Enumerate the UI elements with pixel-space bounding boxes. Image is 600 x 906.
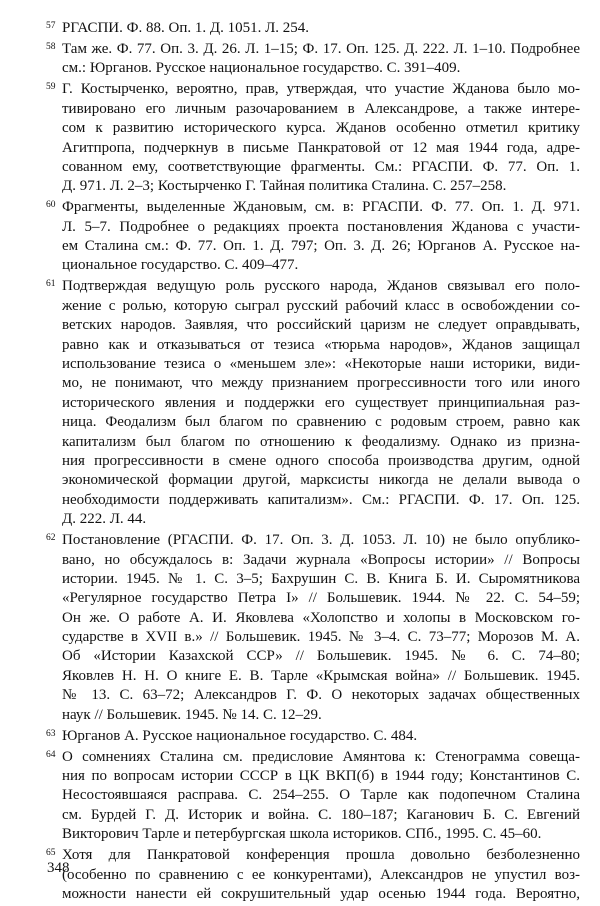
footnote-line: тивировано его личным разочарованием в Александрове, а также интере-: [62, 100, 580, 117]
footnote-line: Там же. Ф. 77. Оп. 3. Д. 26. Л. 1–15; Ф. 17. Оп. 125. Д. 222. Л. 1–10. Подробнее: [62, 40, 580, 57]
footnote-line: циональное государство. С. 409–477.: [62, 257, 299, 274]
footnote-line: исторического явления и поддержки его существует принципиальная раз-: [62, 394, 580, 411]
footnote-number: 59: [46, 82, 56, 93]
footnote-line: использование тезиса о «меньшем зле»: «Некоторые наши историки, види-: [62, 356, 580, 373]
footnote-line: Юрганов А. Русское национальное государство. С. 484.: [62, 727, 418, 744]
footnote: [46, 531, 580, 725]
footnote-line: Постановление (РГАСПИ. Ф. 17. Оп. 3. Д. 1053. Л. 10) не было опублико-: [62, 532, 580, 549]
footnote-line: Д. 222. Л. 44.: [62, 511, 147, 528]
footnote-line: «Регулярное государство Петра I» // Большевик. 1944. № 22. С. 54–59;: [62, 590, 580, 607]
footnote-line: наук // Большевик. 1945. № 14. С. 12–29.: [62, 706, 322, 723]
footnote: [46, 277, 580, 529]
footnote: [46, 80, 580, 196]
footnote-number: 61: [46, 279, 56, 290]
footnote-number: 62: [46, 533, 56, 544]
footnote-line: Г. Костырченко, вероятно, прав, утверждая, что участие Жданова было мо-: [62, 81, 580, 98]
footnote: [46, 198, 580, 276]
footnote-number: 60: [46, 200, 56, 211]
footnote-line: равно как и отказываться от тезиса «тюрьма народов», Жданов защищал: [62, 336, 580, 353]
footnote-line: жение с ролью, которую сыграл русский рабочий класс в освобождении со-: [62, 297, 580, 314]
footnote: [46, 748, 580, 845]
footnote-line: экономической формации другой, марксисты никогда не делали вывода о: [62, 472, 580, 489]
footnote-line: мо, не понимают, что между признанием прогрессивности того или иного: [62, 375, 580, 392]
footnote-line: Л. 5–7. Подробнее о редакциях проекта постановления Жданова с участи-: [62, 218, 580, 235]
footnote-line: РГАСПИ. Ф. 88. Оп. 1. Д. 1051. Л. 254.: [62, 20, 310, 36]
footnote-line: ница. Феодализм был благом по сравнению с родовым строем, равно как: [62, 414, 580, 431]
footnote-line: истории. 1945. № 1. С. 3–5; Бахрушин С. В. Книга Б. И. Сыромятникова: [62, 570, 580, 587]
footnote-line: О сомнениях Сталина см. предисловие Амянтова к: Стенограмма совеща-: [62, 748, 580, 765]
footnote: [46, 727, 580, 746]
footnote-line: Хотя для Панкратовой конференция прошла довольно безболезненно: [62, 847, 580, 864]
footnote-number: 65: [46, 848, 56, 859]
footnote-number: 64: [46, 749, 56, 760]
footnote-line: вано, но обсуждалось в: Задачи журнала «Вопросы истории» // Вопросы: [62, 551, 580, 568]
footnote-line: сом к развитию исторического курса. Жданов особенно отметил критику: [62, 120, 580, 137]
footnote-number: 58: [46, 41, 56, 52]
footnote-line: Об «Истории Казахской ССР» // Большевик. 1945. № 6. С. 74–80;: [62, 648, 580, 665]
footnote-line: Д. 971. Л. 2–3; Костырченко Г. Тайная политика Сталина. С. 257–258.: [62, 178, 507, 195]
footnote-line: Несостоявшаяся расправа. С. 254–255. О Тарле как подопечном Сталина: [62, 787, 580, 804]
footnote-line: ем Сталина см.: Ф. 77. Оп. 1. Д. 797; Оп. 3. Д. 26; Юрганов А. Русское на-: [62, 238, 580, 255]
footnote-line: Викторович Тарле и петербургская школа историков. СПб., 1995. С. 45–60.: [62, 826, 542, 843]
footnote-line: см. Бурдей Г. Д. Историк и война. С. 180–187; Каганович Б. С. Евгений: [62, 806, 580, 823]
footnotes: [46, 19, 580, 906]
footnote-line: Он же. О работе А. И. Яковлева «Холопство и холопы в Московском го-: [62, 609, 580, 626]
footnote: [46, 40, 580, 79]
footnote: [46, 846, 580, 904]
footnote-line: капитализм был благом по отношению к феодализму. Однако из призна-: [62, 433, 580, 450]
footnote-line: необходимости поддерживать капитализм». См.: РГАСПИ. Ф. 17. Оп. 125.: [62, 491, 580, 508]
footnote-line: ния по вопросам истории СССР в ЦК ВКП(б) в 1944 году; Константинов С.: [62, 768, 580, 784]
footnote-line: Фрагменты, выделенные Ждановым, см. в: РГАСПИ. Ф. 77. Оп. 1. Д. 971.: [62, 199, 580, 216]
footnote-line: см.: Юрганов. Русское национальное государство. С. 391–409.: [62, 60, 461, 77]
footnote-line: Подтверждая ведущую роль русского народа, Жданов связывал его поло-: [62, 278, 580, 295]
footnote: [46, 19, 580, 38]
footnote-line: ния прогрессивности в смене одного способа производства другим, одной: [62, 452, 580, 469]
footnote-line: (особенно по сравнению с ее конкурентами), Александров не упустил воз-: [62, 866, 580, 883]
footnote-line: сованном ему, соответствующие фрагменты. См.: РГАСПИ. Ф. 77. Оп. 1.: [62, 158, 580, 175]
footnote-line: Яковлев Н. Н. О книге Е. В. Тарле «Крымская война» // Большевик. 1945.: [62, 667, 580, 684]
footnote-line: ветских народов. Заявляя, что российский царизм не следует оправдывать,: [62, 317, 580, 334]
footnote-number: 63: [46, 728, 56, 739]
footnote-line: можности нанести ей сокрушительный удар осенью 1944 года. Вероятно,: [62, 885, 580, 902]
footnote-line: № 13. С. 63–72; Александров Г. Ф. О некоторых задачах общественных: [62, 687, 580, 704]
footnote-line: сударстве в XVII в.» // Большевик. 1945. № 3–4. С. 73–77; Морозов М. А.: [62, 629, 580, 646]
footnote-number: 57: [46, 21, 56, 31]
footnote-line: Агитпропа, подчеркнув в письме Панкратовой от 12 мая 1944 года, адре-: [62, 139, 580, 156]
page-number: 348: [47, 860, 70, 876]
